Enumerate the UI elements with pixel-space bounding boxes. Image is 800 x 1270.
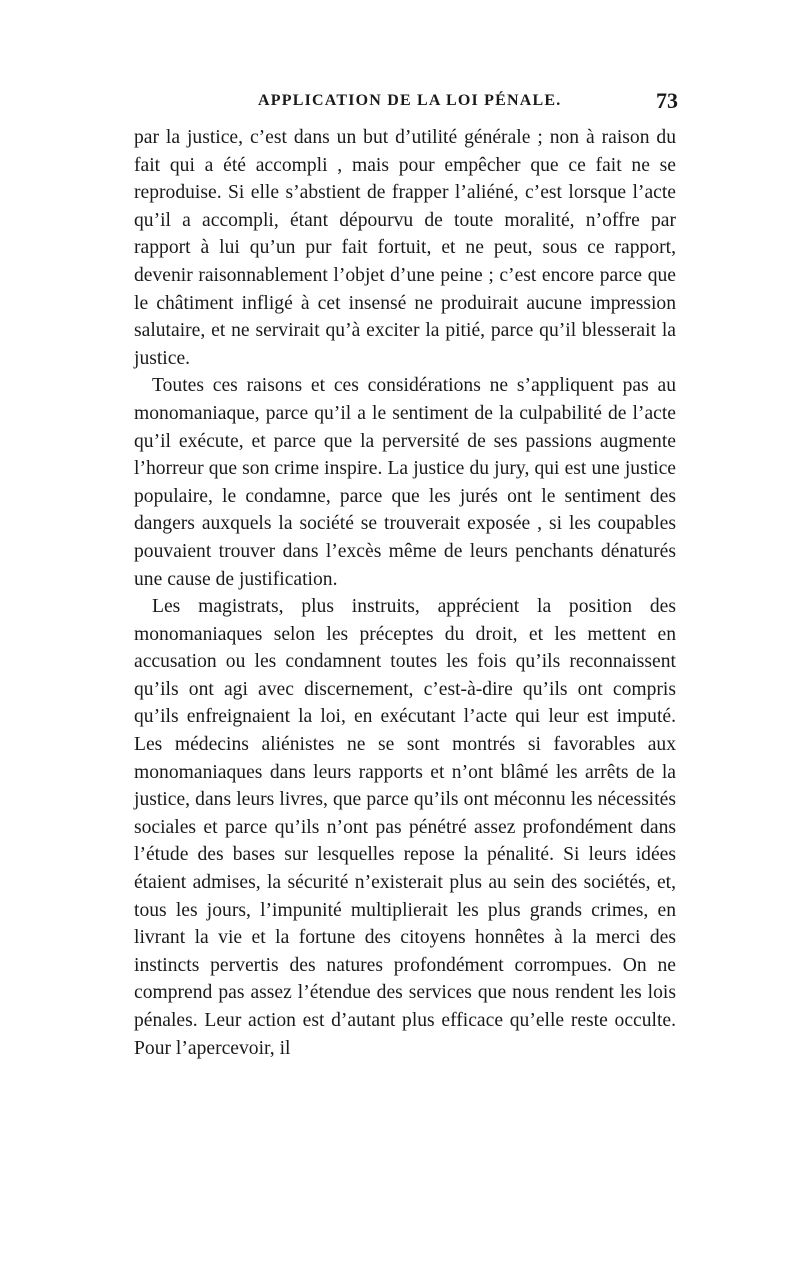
running-head	[134, 88, 678, 116]
page-number: 73	[656, 88, 678, 113]
body-text	[134, 124, 676, 1062]
paragraph-continued: par la justice, c’est dans un but d’utilité générale ; non à raison du fait qui a été accompli , mais pour empêcher que ce fait ne se reproduise. Si elle s’abstient de frapper l’aliéné, c’est lorsque l’acte qu’il a accompli, étant dépourvu de toute moralité, n’offre par rapport à lui qu’un pur fait fortuit, et ne peut, sous ce rapport, devenir raisonnablement l’objet d’une peine ; c’est encore parce que le châtiment infligé à cet insensé ne produirait aucune impression salutaire, et ne servirait qu’à exciter la pitié, parce qu’il blesserait la justice.	[134, 127, 676, 369]
running-title: APPLICATION DE LA LOI PÉNALE.	[258, 92, 562, 109]
paragraph-magistrates: Les magistrats, plus instruits, apprécient la position des monomaniaques selon les préceptes du droit, et les mettent en accusation ou les condamnent toutes les fois qu’ils reconnaissent qu’ils ont agi avec discernement, c’est-à-dire qu’ils ont compris qu’ils enfreignaient la loi, en exécutant l’acte qui leur est imputé. Les médecins aliénistes ne se sont montrés si favorables aux monomaniaques dans leurs rapports et n’ont blâmé les arrêts de la justice, dans leurs livres, que parce qu’ils ont méconnu les nécessités sociales et parce qu’ils n’ont pas pénétré assez profondément dans l’étude des bases sur lesquelles repose la pénalité. Si leurs idées étaient admises, la sécurité n’existerait plus au sein des sociétés, et, tous les jours, l’impunité multiplierait les plus grands crimes, en livrant la vie et la fortune des citoyens honnêtes à la merci des instincts pervertis des natures profondément corrompues. On ne comprend pas assez l’étendue des services que nous rendent les lois pénales. Leur action est d’autant plus efficace qu’elle reste occulte. Pour l’apercevoir, il	[134, 596, 676, 1059]
paragraph-monomaniac: Toutes ces raisons et ces considérations ne s’appliquent pas au monomaniaque, parce qu’il a le sentiment de la culpabilité de l’acte qu’il exécute, et parce que la perversité de ses passions augmente l’horreur que son crime inspire. La justice du jury, qui est une justice populaire, le condamne, parce que les jurés ont le sentiment des dangers auxquels la société se trouverait exposée , si les coupables pouvaient trouver dans l’excès même de leurs penchants dénaturés une cause de justification.	[134, 375, 676, 590]
